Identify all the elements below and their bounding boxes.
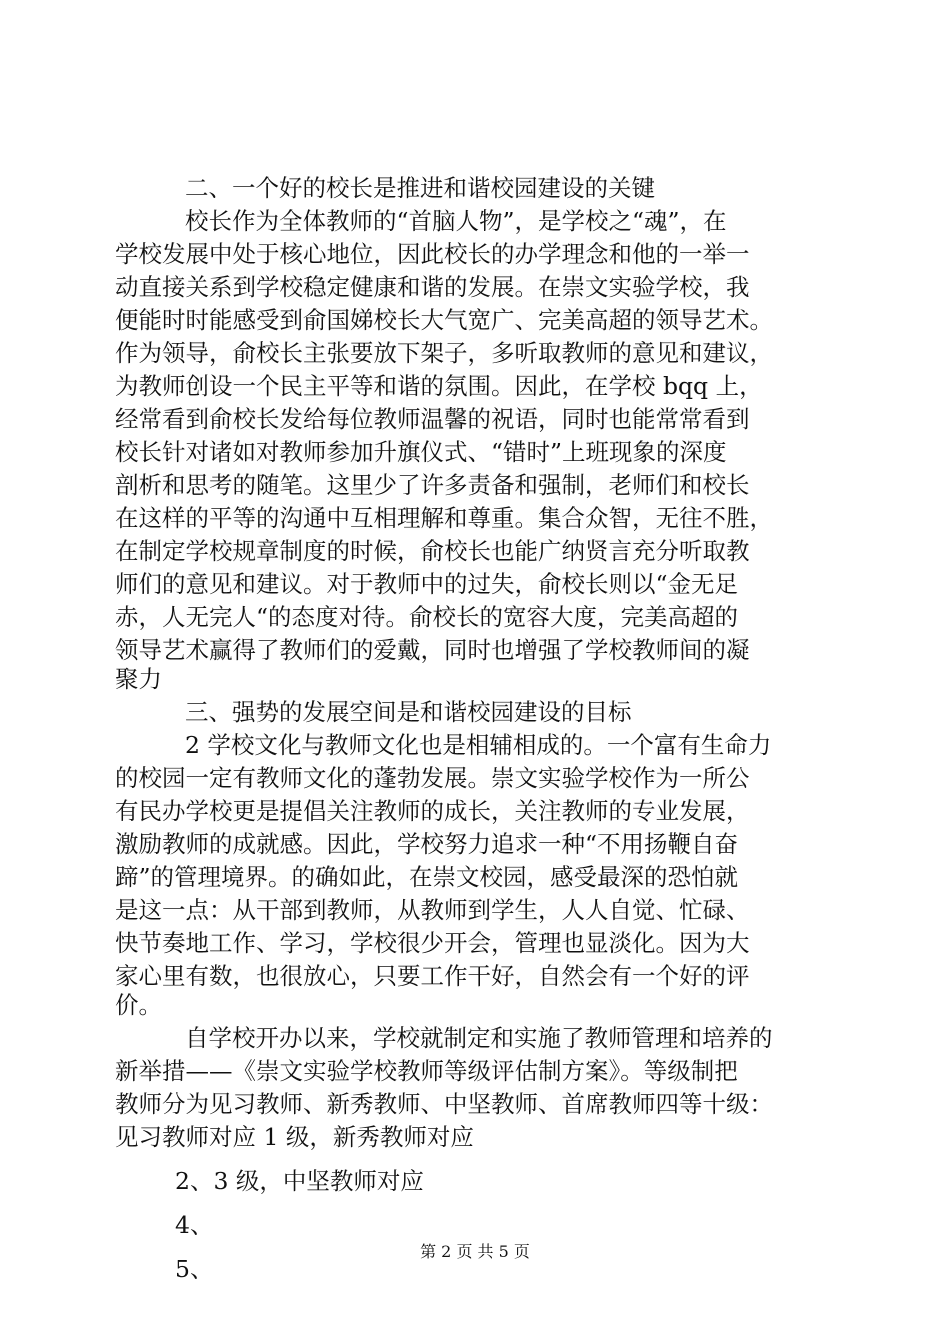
paragraph-line: 快节奏地工作、学习，学校很少开会，管理也显淡化。因为大 [115,929,750,957]
page-footer: 第 2 页 共 5 页 [420,1242,530,1261]
paragraph-line: 剖析和思考的随笔。这里少了许多责备和强制，老师们和校长 [115,471,750,499]
paragraph-line: 师们的意见和建议。对于教师中的过失，俞校长则以“金无足 [115,570,739,598]
paragraph-line: 教师分为见习教师、新秀教师、中坚教师、首席教师四等十级： [115,1090,773,1118]
paragraph-line: 见习教师对应 1 级，新秀教师对应 [115,1123,474,1151]
paragraph-line: 价。 [115,991,162,1019]
paragraph-line: 在制定学校规章制度的时候，俞校长也能广纳贤言充分听取教 [115,537,750,565]
paragraph-line: 在这样的平等的沟通中互相理解和尊重。集合众智，无往不胜， [115,504,773,532]
paragraph-line: 的校园一定有教师文化的蓬勃发展。崇文实验学校作为一所公 [115,764,750,792]
paragraph-line: 经常看到俞校长发给每位教师温馨的祝语，同时也能常常看到 [115,405,750,433]
paragraph-line: 领导艺术赢得了教师们的爱戴，同时也增强了学校教师间的凝 [115,636,750,664]
paragraph-line: 为教师创设一个民主平等和谐的氛围。因此，在学校 bqq 上， [115,372,763,400]
paragraph-line: 蹄”的管理境界。的确如此，在崇文校园，感受最深的恐怕就 [115,863,739,891]
list-line: 2、3 级，中坚教师对应 [175,1167,424,1195]
paragraph-line: 自学校开办以来，学校就制定和实施了教师管理和培养的 [185,1024,773,1052]
paragraph-line: 2 学校文化与教师文化也是相辅相成的。一个富有生命力 [185,731,772,759]
heading-section-2: 二、一个好的校长是推进和谐校园建设的关键 [185,174,655,202]
paragraph-line: 激励教师的成就感。因此，学校努力追求一种“不用扬鞭自奋 [115,830,739,858]
paragraph-line: 动直接关系到学校稳定健康和谐的发展。在崇文实验学校，我 [115,273,750,301]
paragraph-line: 是这一点：从干部到教师，从教师到学生，人人自觉、忙碌、 [115,896,750,924]
list-line: 4、 [175,1211,214,1239]
paragraph-line: 作为领导，俞校长主张要放下架子，多听取教师的意见和建议， [115,339,773,367]
paragraph-line: 赤，人无完人“的态度对待。俞校长的宽容大度，完美高超的 [115,603,739,631]
paragraph-line: 有民办学校更是提倡关注教师的成长，关注教师的专业发展， [115,797,750,825]
paragraph-line: 便能时时能感受到俞国娣校长大气宽广、完美高超的领导艺术。 [115,306,773,334]
paragraph-line: 家心里有数，也很放心，只要工作干好，自然会有一个好的评 [115,962,750,990]
paragraph-line: 聚力 [115,665,162,693]
paragraph-line: 新举措——《崇文实验学校教师等级评估制方案》。等级制把 [115,1057,738,1085]
paragraph-line: 学校发展中处于核心地位，因此校长的办学理念和他的一举一 [115,240,750,268]
paragraph-line: 校长针对诸如对教师参加升旗仪式、“错时”上班现象的深度 [115,438,727,466]
paragraph-line: 校长作为全体教师的“首脑人物”，是学校之“魂”，在 [185,207,727,235]
list-line: 5、 [175,1255,214,1283]
heading-section-3: 三、强势的发展空间是和谐校园建设的目标 [185,698,632,726]
